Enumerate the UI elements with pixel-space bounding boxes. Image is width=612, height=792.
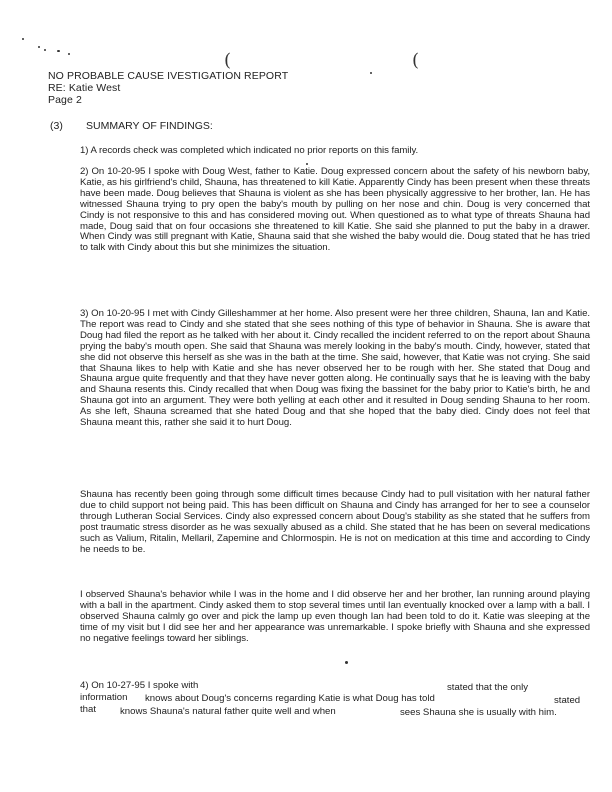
para4-text: stated — [554, 695, 581, 706]
para4-text: stated that the only — [447, 682, 529, 693]
report-title-part: VESTIGATION REPORT — [170, 70, 289, 82]
scan-speck — [68, 53, 70, 55]
finding-paragraph-1: 1) A records check was completed which indicated no prior reports on this family. — [80, 145, 419, 156]
para4-text: sees Shauna she is usually with him. — [400, 707, 557, 718]
para4-text: 4) On 10-27-95 I spoke with — [80, 680, 199, 691]
finding-paragraph-3: 3) On 10-20-95 I met with Cindy Gilleshammer at her home. Also present were her three children, Shauna, Ian and Katie. The report was read to Cindy and she stated that she sees nothing of this type of behavior in Shauna. She is aware that Doug had filed the report as he talked with her about it. Cindy recalled the incident referred to on the report about Shauna prying the baby's mouth open. She said that Shauna was merely looking in the baby's mouth. Cindy, however, stated that she did not observe this herself as she was in the bath at the time. She said, however, that Katie was not crying. She said that Shauna likes to help with Katie and she has never observed her to be rough with her. She stated that Doug and Shauna argue quite frequently and that they have never gotten along. He continually says that he is leaving with the baby and Shauna resents this. Cindy recalled that when Doug was fixing the bassinet for the baby prior to Katie's birth, he and Shauna got into an argument. They were both yelling at each other and it resulted in Doug sending Shauna to her room. As she left, Shauna screamed that she hated Doug and that she hoped that the baby died. Cindy does not feel that Shauna meant this, rather she said it to hurt Doug. — [80, 308, 590, 429]
para4-text: information — [80, 692, 128, 703]
report-subject: RE: Katie West — [48, 82, 121, 94]
finding-paragraph-2: 2) On 10-20-95 I spoke with Doug West, father to Katie. Doug expressed concern about the safety of his newborn baby, Katie, as his girlfriend's child, Shauna, has threatened to kill Katie. Apparently Cindy has been present when these threats have been made. Doug believes that Shauna is violent as she has been physically aggressive to her brother, Ian. He has witnessed Shauna trying to pry open the baby's mouth by pulling on her nose and chin. Doug is very concerned that Cindy is not responsive to this and has considered moving out. When questioned as to what type of threats Shauna had made, Doug said that on four occasions she threatened to kill Katie. She said she planned to put the baby in a drawer. When Cindy was still pregnant with Katie, Shauna said that she wished the baby would die. Doug stated that he has tried to talk with Cindy about this but she minimizes the situation. — [80, 166, 590, 254]
report-title — [48, 70, 288, 82]
scan-speck — [22, 38, 24, 40]
scan-speck — [306, 163, 308, 165]
section-title: SUMMARY OF FINDINGS: — [86, 120, 213, 132]
section-number: (3) — [50, 120, 63, 132]
scan-speck — [38, 46, 40, 48]
para4-text: that — [80, 704, 97, 715]
finding-paragraph-4: Shauna has recently been going through some difficult times because Cindy had to pull visitation with her natural father due to child support not being paid. This has been difficult on Shauna and Cindy has arranged for her to see a counselor through Lutheran Social Services. Cindy also expressed concern about Doug's stability as she stated that he suffers from post traumatic stress disorder as he was sexually abused as a child. She stated that he has been on several medications such as Valium, Ritalin, Mellaril, Zapemine and Chlormospin. He is not on medication at this time and according to Cindy he needs to be. — [80, 489, 590, 555]
para4-text: knows about Doug's concerns regarding Katie is what Doug has told — [145, 693, 435, 704]
scan-mark-icon: ( — [412, 50, 420, 71]
scan-speck — [370, 72, 372, 74]
para4-text: knows Shauna's natural father quite well and when — [120, 706, 336, 717]
scan-speck — [57, 50, 60, 52]
page-number: Page 2 — [48, 94, 82, 106]
scan-mark-icon: ( — [224, 50, 232, 71]
report-title-part: NO PROBABLE CAUSE I — [48, 70, 171, 82]
scan-speck — [345, 661, 348, 664]
scan-speck — [44, 49, 46, 51]
finding-paragraph-5: I observed Shauna's behavior while I was in the home and I did observe her and her brother, Ian running around playing with a ball in the apartment. Cindy asked them to stop several times until Ian eventually knocked over a lamp with a ball. I observed Shauna calmly go over and pick the lamp up even though Ian had been told to do it. Katie was sleeping at the time of my visit but I did see her and her appearance was unremarkable. I spoke briefly with Shauna and she expressed no negative feelings toward her siblings. — [80, 589, 590, 644]
